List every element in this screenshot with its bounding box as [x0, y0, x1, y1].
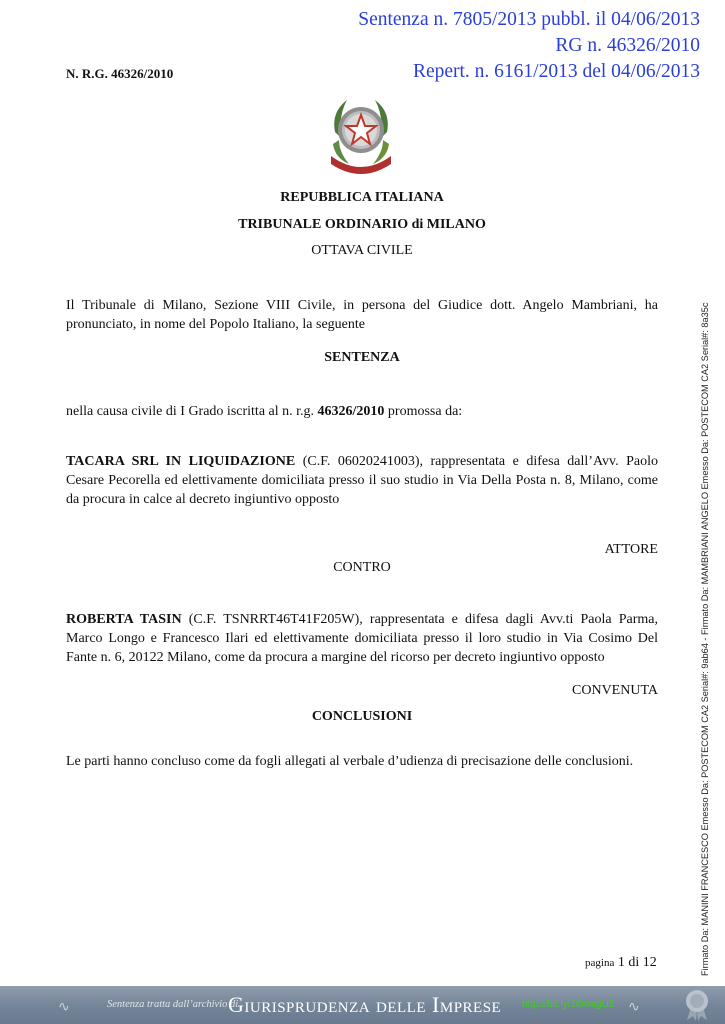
intro-paragraph: Il Tribunale di Milano, Sezione VIII Civile, in persona del Giudice dott. Angelo Mambriani, ha pronunciato, in nome del Popolo Italiano, la seguente — [66, 298, 658, 332]
header-tribunal: TRIBUNALE ORDINARIO di MILANO — [238, 217, 486, 232]
convenuta-text: (C.F. TSNRRT46T41F205W), rappresentata e difesa dagli Avv.ti Paola Parma, Marco Longo e Francesco Ilari ed elettivamente domiciliata presso il loro studio in Via Cosimo Del Fante n. 6, 20122 Milano, come da procura a margine del ricorso per decreto ingiuntivo opposto — [66, 612, 658, 665]
stamp-repert: Repert. n. 6161/2013 del 04/06/2013 — [412, 61, 700, 82]
header-republic: REPUBBLICA ITALIANA — [280, 190, 444, 205]
footer-pre-text: Sentenza tratta dall’archivio di — [107, 999, 239, 1010]
causa-paragraph — [66, 402, 658, 421]
causa-number: 46326/2010 — [317, 404, 385, 419]
footer-brand: Giurisprudenza delle Imprese — [228, 992, 502, 1017]
swirl-right-icon: ∿ — [628, 1000, 640, 1015]
stamp-sentenza: Sentenza n. 7805/2013 pubbl. il 04/06/2013 — [358, 9, 700, 30]
convenuta-name: ROBERTA TASIN — [66, 612, 182, 627]
page-total: 12 — [642, 955, 657, 970]
page-number — [585, 955, 657, 971]
header-section: OTTAVA CIVILE — [311, 243, 413, 258]
attore-name: TACARA SRL IN LIQUIDAZIONE — [66, 454, 296, 469]
page-current: 1 — [617, 955, 625, 970]
attore-text: (C.F. 06020241003), rappresentata e difesa dall’Avv. Paolo Cesare Pecorella ed elettivamente domiciliata presso il suo studio in Via Della Posta n. 8, Milano, come da procura in calce al decreto ingiuntivo opposto — [66, 454, 658, 507]
convenuta-role: CONVENUTA — [572, 683, 658, 698]
rosette-seal-icon — [682, 989, 712, 1021]
causa-post: promossa da: — [384, 404, 463, 419]
attore-paragraph — [66, 452, 658, 509]
emblem-italian-republic-icon — [325, 92, 397, 174]
attore-role: ATTORE — [604, 542, 658, 557]
digital-signature-sidebar: Firmato Da: MANINI FRANCESCO Emesso Da: POSTECOM CA2 Serial#: 9ab64 - Firmato Da: MAMBRIANI ANGELO Emesso Da: POSTECOM CA2 Serial#: 8a35c — [700, 302, 710, 976]
conclusioni-paragraph: Le parti hanno concluso come da fogli allegati al verbale d’udienza di precisazione delle conclusioni. — [66, 754, 634, 769]
footer-banner — [0, 986, 725, 1024]
page-sep: di — [628, 955, 640, 970]
sentenza-title: SENTENZA — [324, 350, 400, 365]
causa-pre: nella causa civile di I Grado iscritta al n. r.g. — [66, 404, 318, 419]
page-label: pagina — [585, 957, 615, 969]
conclusioni-title: CONCLUSIONI — [311, 709, 413, 724]
stamp-rg: RG n. 46326/2010 — [555, 35, 700, 56]
swirl-left-icon: ∿ — [58, 1000, 70, 1015]
nrg-number: N. R.G. 46326/2010 — [66, 66, 174, 81]
convenuta-paragraph — [66, 610, 658, 667]
footer-url-link[interactable]: http://bit.ly/1l0wsgU5 — [522, 999, 615, 1010]
contro-label: CONTRO — [333, 560, 391, 575]
